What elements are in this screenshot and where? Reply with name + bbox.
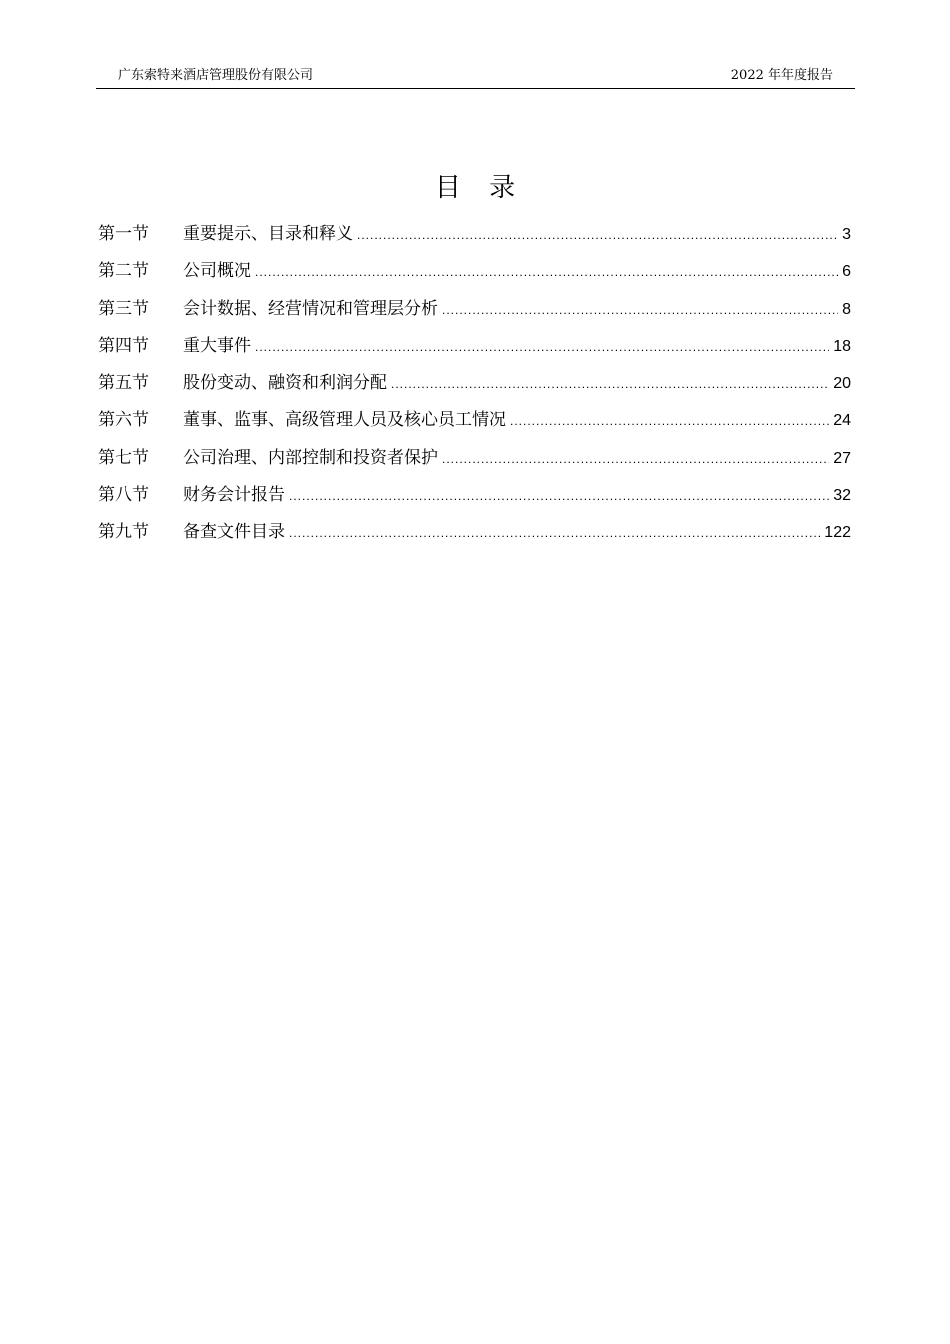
toc-page-number: 18 xyxy=(833,337,851,355)
toc-section-title: 会计数据、经营情况和管理层分析 xyxy=(183,298,438,319)
toc-page-number: 3 xyxy=(842,226,851,243)
toc-leader-dots xyxy=(255,329,829,366)
toc-title: 目 录 xyxy=(434,173,526,203)
toc-section-number: 第二节 xyxy=(98,261,149,282)
toc-section-number: 第五节 xyxy=(98,373,149,394)
toc-section-title: 董事、监事、高级管理人员及核心员工情况 xyxy=(183,410,506,431)
toc-leader-dots xyxy=(442,292,838,329)
toc-entry[interactable] xyxy=(98,365,851,402)
toc-leader-dots xyxy=(442,441,829,478)
toc-entry[interactable] xyxy=(98,514,851,551)
toc-page-number: 6 xyxy=(842,263,851,281)
page-header xyxy=(96,66,855,89)
toc-section-number: 第九节 xyxy=(98,522,149,543)
toc-entry[interactable] xyxy=(98,216,851,253)
toc-section-number: 第一节 xyxy=(98,224,149,244)
toc-leader-dots xyxy=(391,366,829,403)
table-of-contents xyxy=(98,216,851,552)
toc-section-title: 财务会计报告 xyxy=(183,485,285,506)
toc-section-number: 第八节 xyxy=(98,485,149,506)
toc-entry[interactable] xyxy=(98,440,851,477)
toc-page-number: 8 xyxy=(842,300,851,318)
toc-leader-dots xyxy=(510,403,829,440)
toc-section-title: 重要提示、目录和释义 xyxy=(183,224,353,244)
header-company-name: 广东索特来酒店管理股份有限公司 xyxy=(118,68,314,83)
toc-section-title: 股份变动、融资和利润分配 xyxy=(183,373,387,394)
toc-leader-dots xyxy=(357,217,838,254)
toc-entry[interactable] xyxy=(98,253,851,290)
toc-section-number: 第四节 xyxy=(98,335,149,356)
toc-page-number: 122 xyxy=(824,524,851,542)
toc-page-number: 27 xyxy=(833,449,851,467)
toc-entry[interactable] xyxy=(98,328,851,365)
toc-entry[interactable] xyxy=(98,291,851,328)
toc-page-number: 32 xyxy=(833,487,851,505)
toc-leader-dots xyxy=(289,478,829,515)
toc-section-title: 重大事件 xyxy=(183,335,251,356)
toc-section-title: 公司治理、内部控制和投资者保护 xyxy=(183,447,438,468)
toc-section-number: 第六节 xyxy=(98,410,149,431)
toc-page-number: 20 xyxy=(833,375,851,393)
toc-section-number: 第三节 xyxy=(98,298,149,319)
toc-section-number: 第七节 xyxy=(98,447,149,468)
toc-leader-dots xyxy=(255,254,838,291)
toc-entry[interactable] xyxy=(98,402,851,439)
toc-section-title: 备查文件目录 xyxy=(183,522,285,543)
toc-entry[interactable] xyxy=(98,477,851,514)
toc-leader-dots xyxy=(289,515,820,552)
toc-page-number: 24 xyxy=(833,412,851,430)
header-report-title: 2022 年年度报告 xyxy=(730,68,833,83)
toc-section-title: 公司概况 xyxy=(183,261,251,282)
